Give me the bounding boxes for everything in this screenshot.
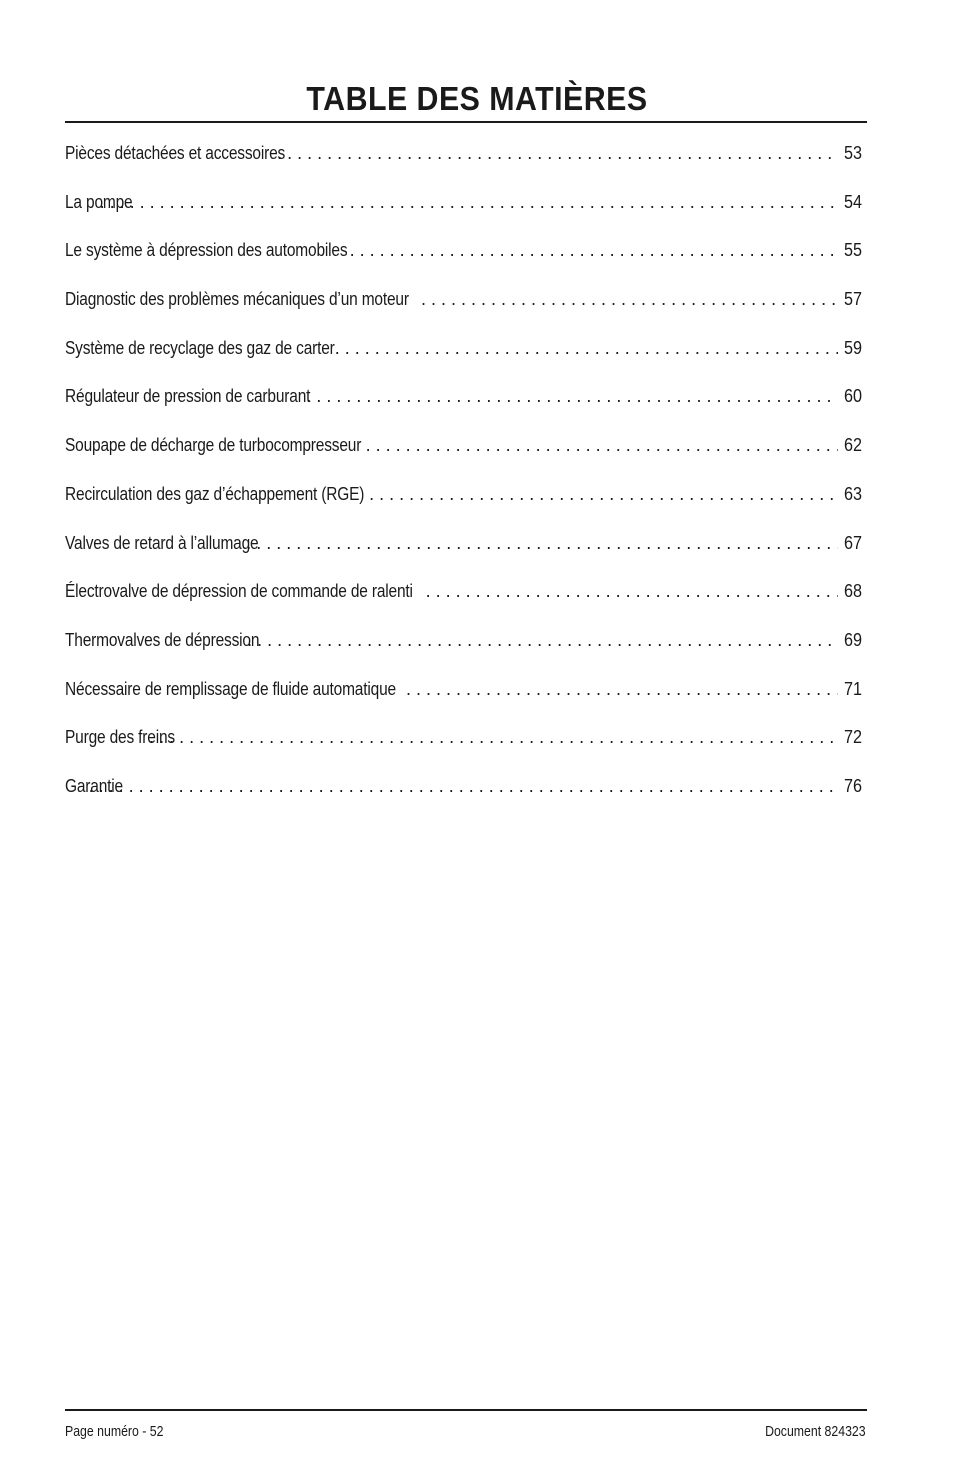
- toc-dot-leader: [426, 571, 838, 611]
- toc-dot-leader: [89, 766, 838, 806]
- toc-dot-leader: [246, 523, 838, 563]
- toc-entry[interactable]: [65, 620, 862, 669]
- toc-entry[interactable]: [65, 425, 862, 474]
- footer-document-number: Document 824323: [765, 1423, 866, 1440]
- toc-entry[interactable]: [65, 474, 862, 523]
- toc-entry-title: Le système à dépression des automobiles: [65, 240, 348, 261]
- footer-divider: [65, 1409, 867, 1411]
- toc-entry-page: 57: [843, 289, 862, 310]
- toc-entry-title: Soupape de décharge de turbocompresseur: [65, 435, 362, 456]
- toc-entry-title: Électrovalve de dépression de commande de ralenti: [65, 581, 413, 602]
- table-of-contents: [65, 133, 862, 815]
- toc-dot-leader: [406, 669, 838, 709]
- toc-entry-page: 62: [843, 435, 862, 456]
- toc-entry-page: 53: [843, 143, 862, 163]
- toc-entry-page: 60: [843, 386, 862, 407]
- toc-dot-leader: [247, 620, 838, 660]
- toc-dot-leader: [306, 376, 838, 416]
- toc-entry[interactable]: [65, 523, 862, 572]
- toc-entry-page: 71: [843, 678, 862, 699]
- toc-entry-title: La pompe: [65, 191, 133, 212]
- toc-entry-page: 72: [843, 727, 862, 748]
- toc-entry-title: Purge des freins: [65, 727, 175, 748]
- toc-entry[interactable]: [65, 133, 862, 182]
- toc-entry-page: 69: [843, 629, 862, 650]
- toc-entry-page: 68: [843, 581, 862, 602]
- toc-entry-page: 59: [843, 337, 862, 358]
- toc-entry-title: Valves de retard à l’allumage: [65, 532, 259, 553]
- toc-entry[interactable]: [65, 766, 862, 815]
- toc-entry-page: 63: [843, 483, 862, 504]
- title-divider: [65, 121, 867, 123]
- toc-entry[interactable]: [65, 717, 862, 766]
- toc-dot-leader: [421, 279, 838, 319]
- toc-entry[interactable]: [65, 376, 862, 425]
- toc-entry-title: Diagnostic des problèmes mécaniques d’un moteur: [65, 289, 409, 310]
- toc-entry-title: Recirculation des gaz d’échappement (RGE): [65, 483, 365, 504]
- toc-dot-leader: [149, 717, 838, 757]
- toc-entry-title: Système de recyclage des gaz de carter: [65, 337, 335, 358]
- toc-entry-page: 54: [843, 191, 862, 212]
- toc-entry[interactable]: [65, 230, 862, 279]
- toc-dot-leader: [350, 230, 838, 270]
- toc-dot-leader: [369, 474, 838, 514]
- toc-entry-title: Nécessaire de remplissage de fluide automatique: [65, 678, 396, 699]
- toc-entry[interactable]: [65, 571, 862, 620]
- page-title: TABLE DES MATIÈRES: [306, 80, 648, 117]
- toc-entry[interactable]: [65, 182, 862, 231]
- toc-dot-leader: [100, 182, 838, 222]
- toc-entry-page: 67: [843, 532, 862, 553]
- footer-page-number: Page numéro - 52: [65, 1423, 164, 1440]
- toc-entry[interactable]: [65, 669, 862, 718]
- toc-entry-title: Pièces détachées et accessoires: [65, 143, 286, 163]
- toc-entry[interactable]: [65, 328, 862, 377]
- toc-dot-leader: [277, 133, 838, 173]
- toc-entry-page: 76: [843, 775, 862, 796]
- toc-entry-title: Régulateur de pression de carburant: [65, 386, 311, 407]
- toc-dot-leader: [366, 425, 838, 465]
- toc-entry-title: Thermovalves de dépression: [65, 629, 260, 650]
- toc-entry-page: 55: [843, 240, 862, 261]
- toc-entry-title: Garantie: [65, 775, 124, 796]
- toc-entry[interactable]: [65, 279, 862, 328]
- toc-dot-leader: [335, 328, 838, 368]
